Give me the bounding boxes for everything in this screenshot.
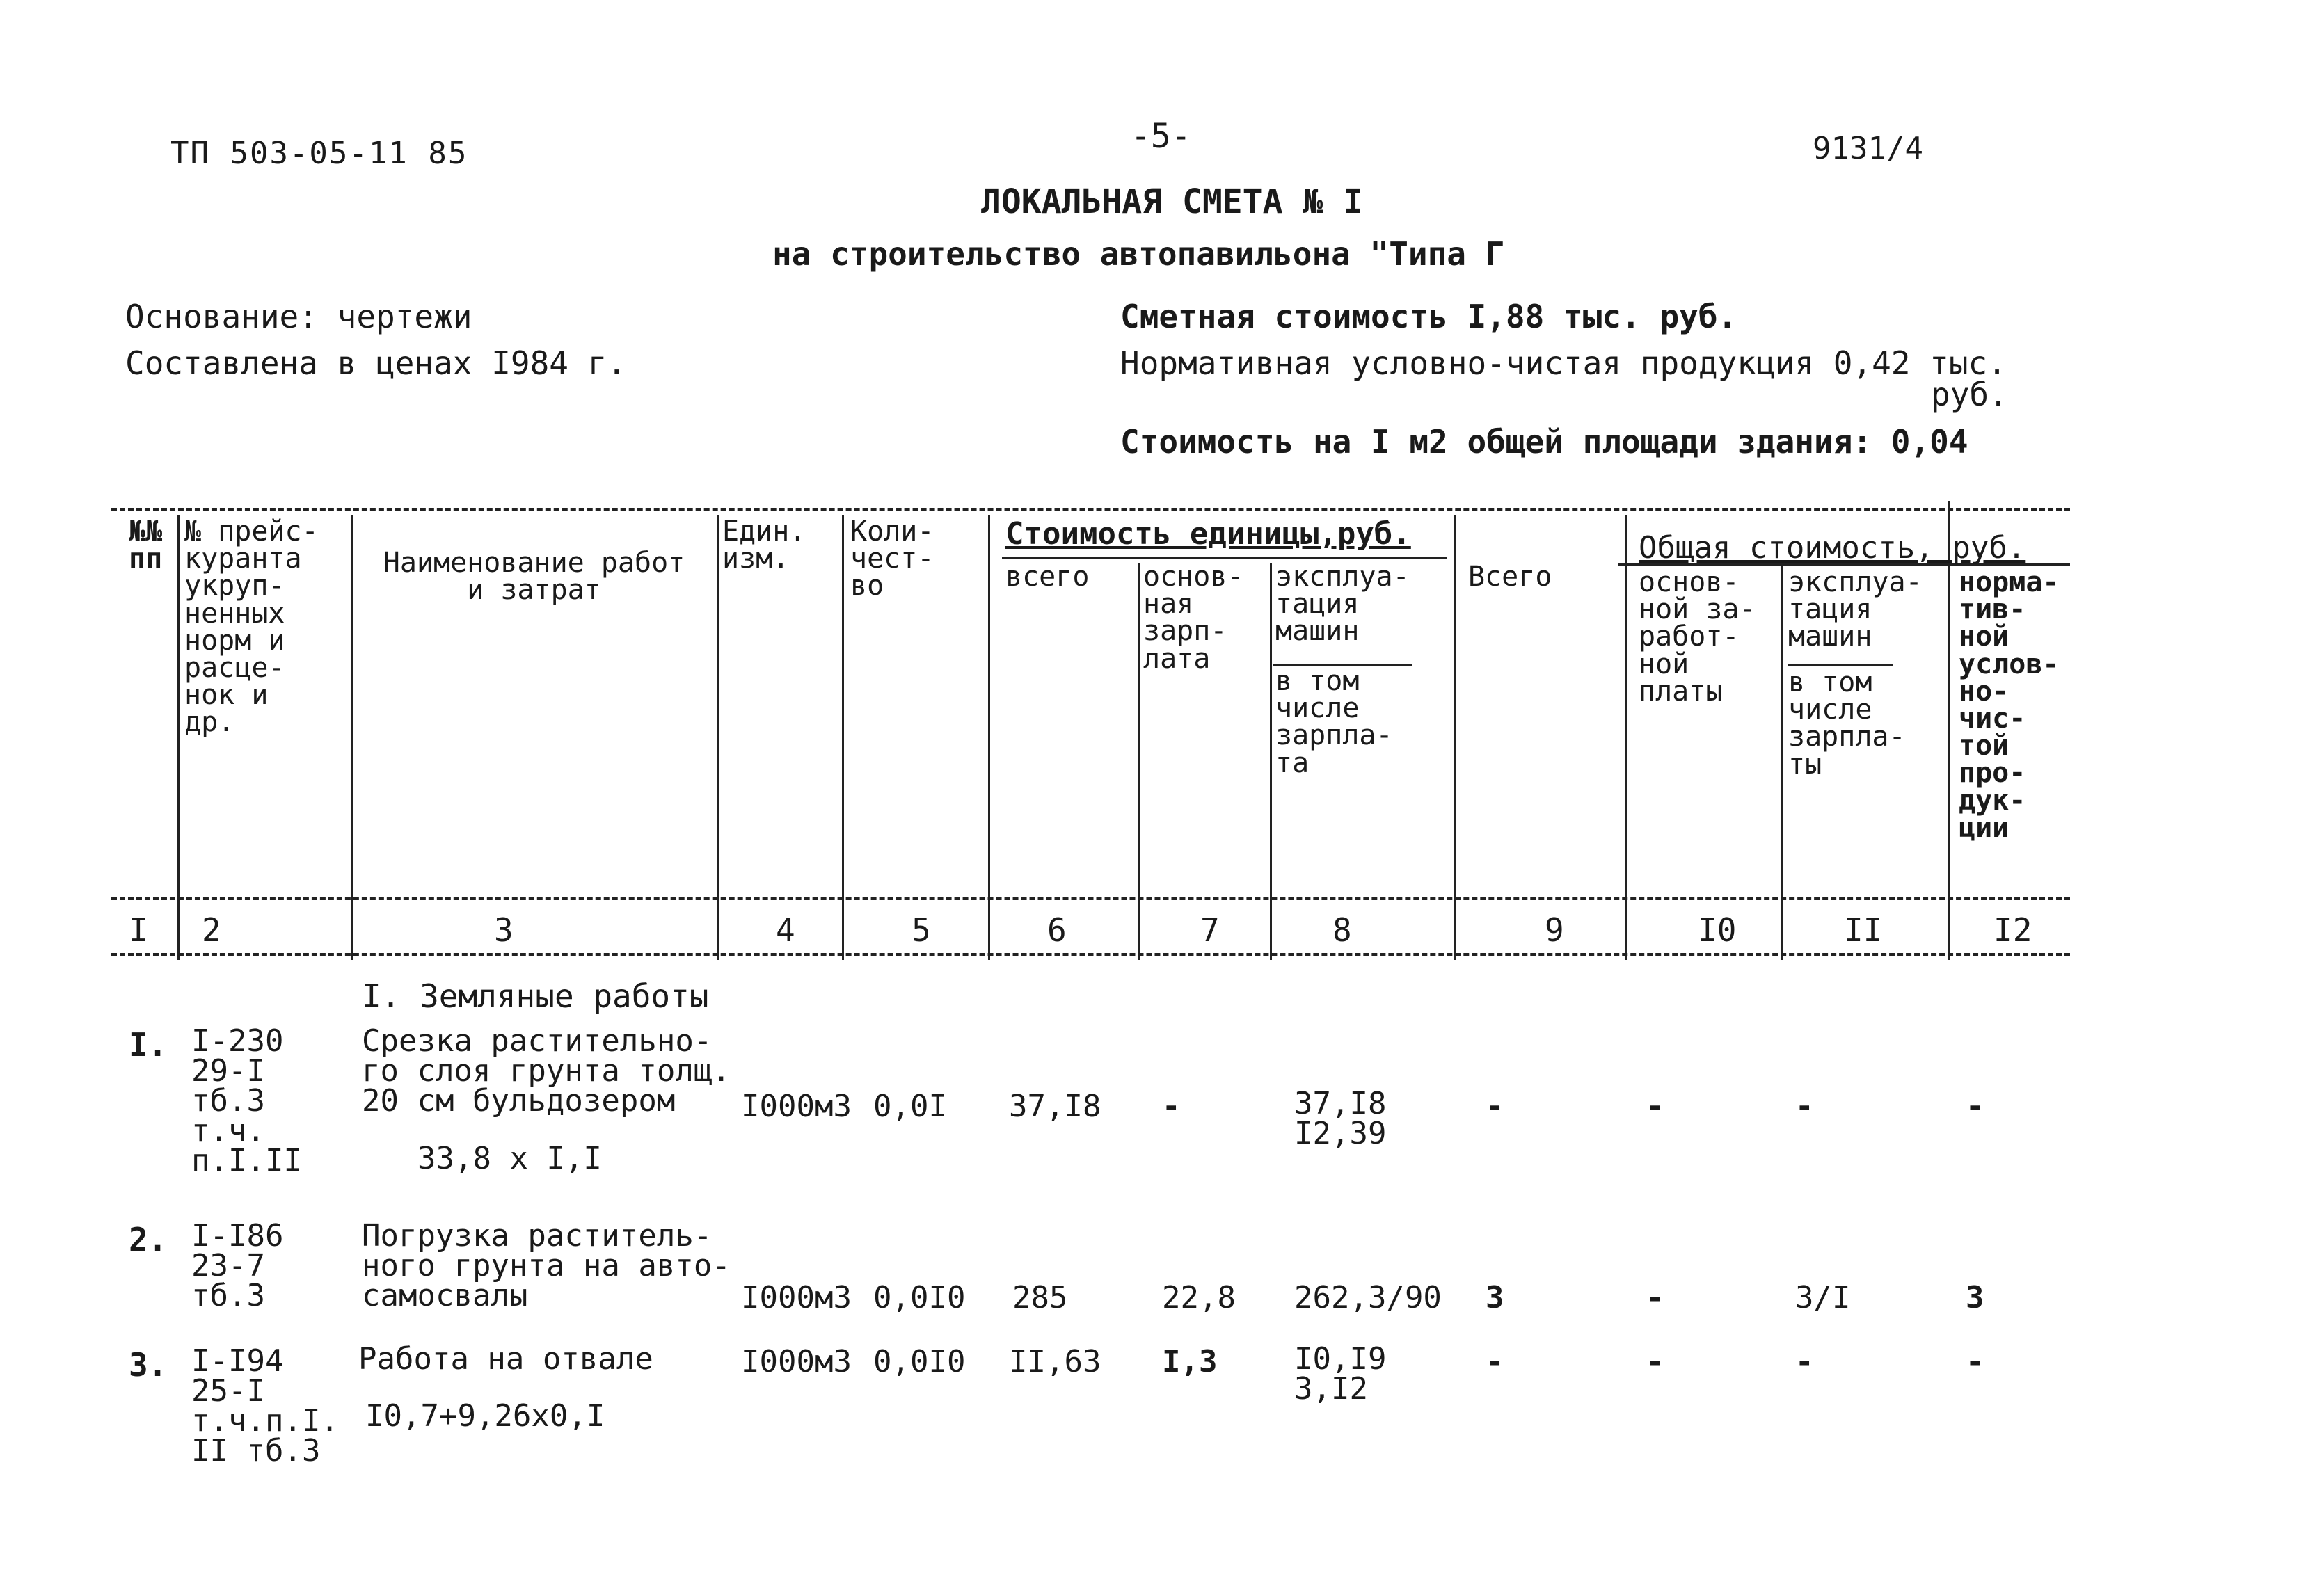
row-unit-machine: 37,I8 I2,39 [1294, 1086, 1387, 1152]
column-number-4: 4 [776, 911, 795, 949]
row-total-machine: - [1795, 1089, 1814, 1124]
column-number-7: 7 [1200, 911, 1220, 949]
basis-line: Основание: чертежи [125, 298, 472, 335]
row-quantity: 0,0I0 [873, 1280, 966, 1315]
header-price-list-ref: № прейс- куранта укруп- ненных норм и расце- нок и др. [184, 515, 319, 739]
row-unit-base-wage: I,3 [1162, 1344, 1218, 1379]
row-unit: I000м3 [741, 1280, 852, 1315]
row-unit-base-wage: - [1162, 1089, 1181, 1124]
price-level-line: Составлена в ценах I984 г. [125, 344, 627, 382]
row-unit-total: II,63 [1009, 1344, 1101, 1379]
row-work-name: Работа на отвале [358, 1341, 653, 1377]
row-unit-total: 285 [1012, 1280, 1068, 1315]
row-normative-production: - [1966, 1344, 1984, 1379]
column-divider [717, 515, 719, 960]
header-unit: Един. изм. [722, 515, 806, 575]
header-total-machine-wage: в том числе зарпла- ты [1788, 666, 1906, 781]
row-price-list-ref: I-230 29-I тб.3 т.ч. п.I.II [191, 1023, 302, 1179]
column-number-10: I0 [1698, 911, 1737, 949]
normative-production-line: Нормативная условно-чистая продукция 0,42 тыс. [1120, 344, 2007, 382]
row-total-base-wage: - [1646, 1280, 1664, 1315]
row-quantity: 0,0I [873, 1089, 947, 1124]
column-number-2: 2 [202, 911, 221, 949]
row-number: 3. [129, 1346, 168, 1384]
row-normative-production: - [1966, 1089, 1984, 1124]
row-total: 3 [1486, 1280, 1504, 1315]
header-unit-cost-group: Стоимость единицы,руб. [1005, 516, 1411, 552]
row-number: 2. [129, 1221, 168, 1258]
row-unit-machine: I0,I9 3,I2 [1294, 1341, 1387, 1407]
table-top-rule [111, 508, 2070, 511]
document-subtitle: на строительство автопавильона "Типа Г [772, 235, 1505, 273]
row-total-machine: 3/I [1795, 1280, 1851, 1315]
column-number-9: 9 [1545, 911, 1564, 949]
document-code: ТП 503-05-11 85 [170, 136, 468, 171]
estimated-cost-line: Сметная стоимость I,88 тыс. руб. [1120, 298, 1737, 335]
row-total-base-wage: - [1646, 1089, 1664, 1124]
row-total: - [1486, 1089, 1504, 1124]
header-unit-machine-operation: эксплуа- тация машин [1275, 561, 1410, 648]
row-unit: I000м3 [741, 1089, 852, 1124]
column-divider [1138, 563, 1140, 960]
column-number-5: 5 [912, 911, 931, 949]
header-bottom-rule [111, 897, 2070, 900]
header-unit-machine-wage: в том числе зарпла- та [1275, 665, 1393, 779]
column-number-1: I [129, 911, 148, 949]
row-price-list-ref: I-I94 25-I т.ч.п.I. II тб.3 [191, 1343, 339, 1469]
column-divider [177, 515, 180, 960]
page-number: -5- [1131, 117, 1191, 156]
column-divider [1454, 515, 1456, 960]
row-total-machine: - [1795, 1344, 1814, 1379]
column-divider [1270, 563, 1272, 960]
header-unit-total: всего [1005, 561, 1090, 593]
header-total: Всего [1468, 561, 1552, 593]
header-quantity: Коли- чест- во [850, 515, 934, 602]
header-row-number: №№ пп [129, 515, 163, 575]
row-unit-total: 37,I8 [1009, 1089, 1101, 1124]
row-work-name: Срезка растительно- го слоя грунта толщ. 20 см бульдозером [362, 1023, 731, 1119]
column-divider [842, 515, 844, 960]
column-number-6: 6 [1047, 911, 1067, 949]
unit-cost-group-rule [1002, 557, 1447, 559]
header-total-cost-group: Общая стоимость, руб. [1639, 530, 2026, 566]
row-price-list-ref: I-I86 23-7 тб.3 [191, 1218, 284, 1314]
row-total-base-wage: - [1646, 1344, 1664, 1379]
column-divider [351, 515, 353, 960]
document-title: ЛОКАЛЬНАЯ СМЕТА № I [981, 182, 1364, 221]
row-quantity: 0,0I0 [873, 1344, 966, 1379]
section-title: I. Земляные работы [362, 977, 709, 1015]
header-unit-base-wage: основ- ная зарп- лата [1143, 561, 1244, 675]
row-unit-base-wage: 22,8 [1162, 1280, 1236, 1315]
row-unit: I000м3 [741, 1344, 852, 1379]
column-numbers-rule [111, 953, 2070, 956]
column-number-12: I2 [1993, 911, 2032, 949]
row-unit-machine: 262,3/90 [1294, 1280, 1442, 1315]
row-number: I. [129, 1026, 168, 1064]
header-work-name: Наименование работ и затрат [383, 547, 685, 607]
column-divider [1948, 501, 1950, 960]
row-calculation: I0,7+9,26x0,I [365, 1398, 605, 1434]
sheet-number: 9131/4 [1813, 131, 1923, 166]
column-divider [988, 515, 990, 960]
row-total: - [1486, 1344, 1504, 1379]
header-total-machine-operation: эксплуа- тация машин [1788, 566, 1923, 653]
normative-production-unit: руб. [1931, 376, 2008, 413]
row-calculation: 33,8 x I,I [417, 1141, 602, 1176]
row-work-name: Погрузка раститель- ного грунта на авто- самосвалы [362, 1218, 731, 1314]
header-normative-production: норма- тив- ной услов- но- чис- той про- дук- ции [1959, 566, 2060, 844]
row-normative-production: 3 [1966, 1280, 1984, 1315]
cost-per-m2-line: Стоимость на I м2 общей площади здания: 0,04 [1120, 423, 1968, 461]
column-number-11: II [1844, 911, 1883, 949]
column-divider [1625, 515, 1627, 960]
column-divider [1781, 563, 1783, 960]
column-number-3: 3 [494, 911, 514, 949]
header-total-base-wage: основ- ной за- работ- ной платы [1639, 566, 1756, 707]
column-number-8: 8 [1332, 911, 1352, 949]
